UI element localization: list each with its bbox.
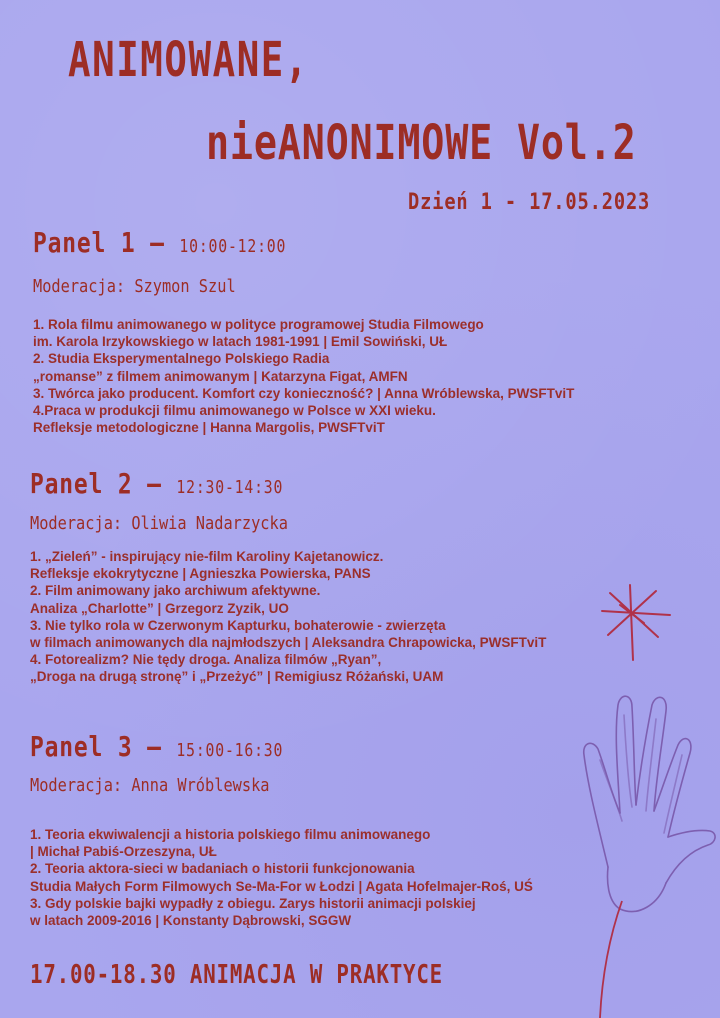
poster-title-line2: nieANONIMOWE Vol.2 [206,115,637,171]
panel-2-heading [30,467,283,500]
panel-3-time: 15:00-16:30 [176,740,284,761]
talk-line: 1. „Zieleń” - inspirujący nie-film Karoliny Kajetanowicz. [30,549,384,564]
talk-line: w latach 2009-2016 | Konstanty Dąbrowski, SGGW [30,913,352,929]
closing-session: 17.00-18.30 ANIMACJA W PRAKTYCE [30,960,444,990]
talk-line: 4.Praca w produkcji filmu animowanego w Polsce w XXI wieku. [33,403,436,419]
panel-1-label: Panel 1 – [33,226,165,259]
panel-1-moderation: Moderacja: Szymon Szul [33,276,236,297]
talk-line: „romanse” z filmem animowanym | Katarzyna Figat, AMFN [33,368,408,384]
panel-1-talks [33,316,574,436]
talk-line: 2. Studia Eksperymentalnego Polskiego Radia [33,351,330,367]
panel-2-moderation: Moderacja: Oliwia Nadarzycka [30,513,288,534]
talk-line: 3. Gdy polskie bajki wypadły z obiegu. Zarys historii animacji polskiej [30,895,476,911]
talk-line: im. Karola Irzykowskiego w latach 1981-1991 | Emil Sowiński, UŁ [33,334,448,350]
panel-2-label: Panel 2 – [30,467,162,500]
talk-line: 2. Film animowany jako archiwum afektywne. [30,583,321,599]
talk-line: 4. Fotorealizm? Nie tędy droga. Analiza filmów „Ryan”, [30,652,382,668]
talk-line: 3. Twórca jako producent. Komfort czy konieczność? | Anna Wróblewska, PWSFTviT [33,385,575,401]
hand-icon [584,696,715,911]
talk-line: w filmach animowanych dla najmłodszych | Aleksandra Chrapowicka, PWSFTviT [30,635,547,651]
panel-2-talks [30,548,546,686]
talk-line: „Droga na drugą stronę” i „Przeżyć” | Remigiusz Różański, UAM [30,669,444,685]
talk-line: 1. Rola filmu animowanego w polityce programowej Studia Filmowego [33,317,484,332]
red-stroke [600,901,622,1018]
talk-line: 1. Teoria ekwiwalencji a historia polskiego filmu animowanego [30,827,431,842]
poster-title-line1: ANIMOWANE, [68,32,310,88]
talk-line: 3. Nie tylko rola w Czerwonym Kapturku, bohaterowie - zwierzęta [30,617,446,633]
talk-line: | Michał Pabiś-Orzeszyna, UŁ [30,844,217,860]
talk-line: Studia Małych Form Filmowych Se-Ma-For w Łodzi | Agata Hofelmajer-Roś, UŚ [30,878,533,894]
talk-line: Refleksje metodologiczne | Hanna Margolis, PWSFTviT [33,420,385,436]
talk-line: Refleksje ekokrytyczne | Agnieszka Powierska, PANS [30,566,371,582]
talk-line: Analiza „Charlotte” | Grzegorz Zyzik, UO [30,600,289,616]
panel-1-time: 10:00-12:00 [179,236,287,257]
panel-3-heading [30,730,283,763]
panel-1-heading [33,226,286,259]
panel-2-time: 12:30-14:30 [176,477,284,498]
panel-3-moderation: Moderacja: Anna Wróblewska [30,775,270,796]
panel-3-talks [30,826,533,929]
talk-line: 2. Teoria aktora-sieci w badaniach o historii funkcjonowania [30,861,415,877]
star-icon [602,585,670,660]
hand-and-star-drawing [540,575,720,1018]
panel-3-label: Panel 3 – [30,730,162,763]
event-date: Dzień 1 - 17.05.2023 [408,190,651,215]
